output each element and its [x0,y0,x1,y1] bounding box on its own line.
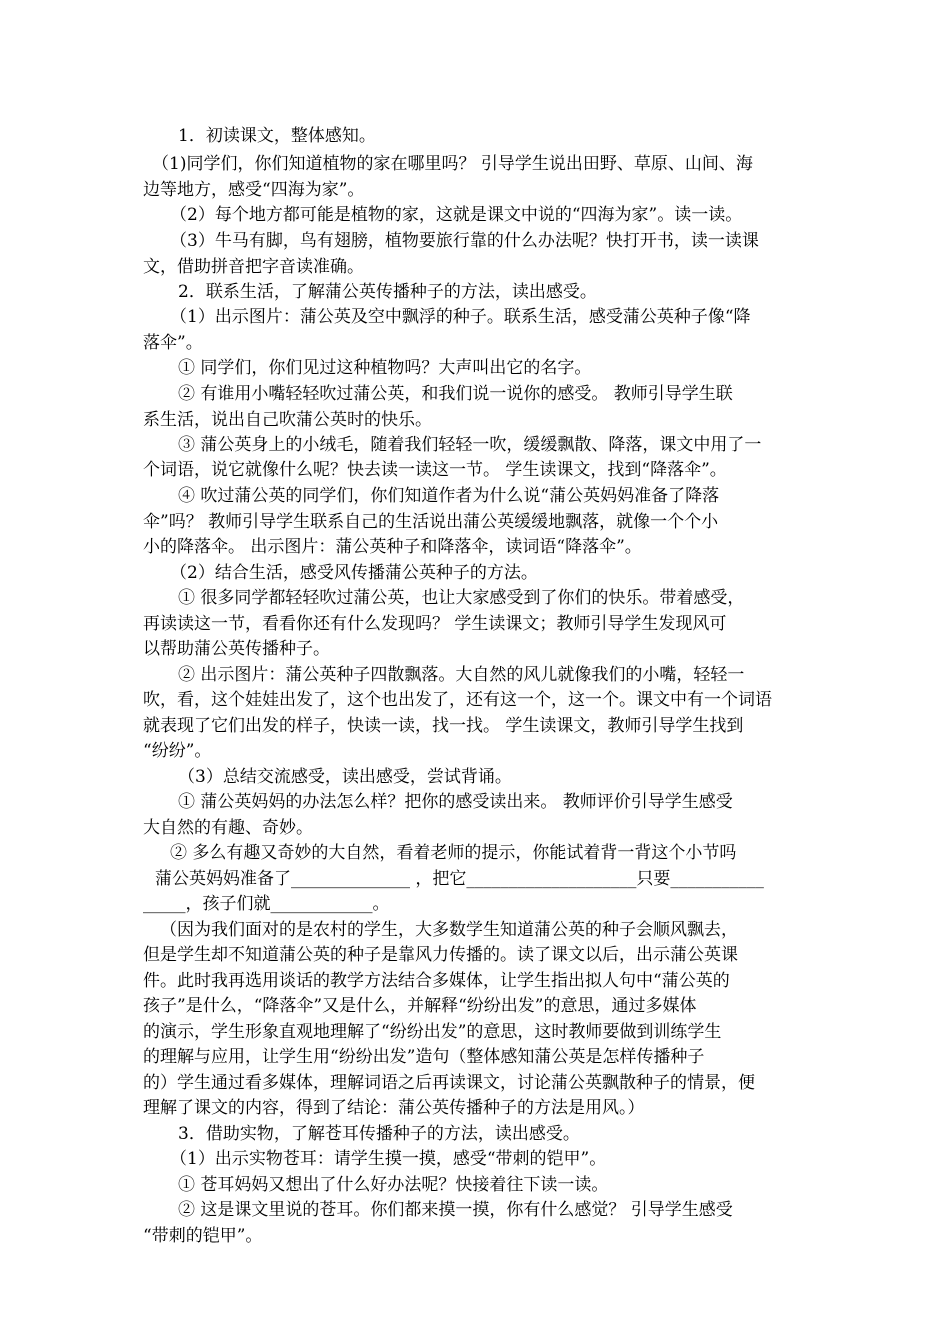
text-line: 2．联系生活，了解蒲公英传播种子的方法，读出感受。 [178,282,597,302]
text-line: 1．初读课文，整体感知。 [178,126,376,146]
text-line: 件。此时我再选用谈话的教学方法结合多媒体，让学生指出拟人句中“蒲公英的 [143,971,730,991]
text-line: 伞”吗？ 教师引导学生联系自己的生活说出蒲公英缓缓地飘落，就像一个个小 [143,512,719,532]
text-line: 落伞”。 [143,333,203,353]
text-line: （2）每个地方都可能是植物的家，这就是课文中说的“四海为家”。读一读。 [170,205,743,225]
text-line: ② 多么有趣又奇妙的大自然，看着老师的提示，你能试着背一背这个小节吗 [170,843,737,863]
text-line: （2）结合生活，感受风传播蒲公英种子的方法。 [170,563,538,583]
text-line: “带刺的铠甲”。 [143,1226,263,1246]
text-line: 文，借助拼音把字音读准确。 [143,257,364,277]
text-line: 小的降落伞。 出示图片：蒲公英种子和降落伞，读词语“降落伞”。 [143,537,642,557]
text-line: 3．借助实物，了解苍耳传播种子的方法，读出感受。 [178,1124,580,1144]
text-line: ① 同学们，你们见过这种植物吗？大声叫出它的名字。 [178,358,592,378]
text-line: 吹，看，这个娃娃出发了，这个也出发了，还有这一个，这一个。课文中有一个词语 [143,690,772,710]
text-line: 以帮助蒲公英传播种子。 [143,639,330,659]
text-line: 但是学生却不知道蒲公英的种子是靠风力传播的。读了课文以后，出示蒲公英课 [143,945,738,965]
fill-in-blank-line: _____，孩子们就____________。 [143,894,390,914]
text-line: （1）出示实物苍耳：请学生摸一摸，感受“带刺的铠甲”。 [170,1149,607,1169]
text-line: ① 很多同学都轻轻吹过蒲公英，也让大家感受到了你们的快乐。带着感受， [178,588,745,608]
text-line: 的演示，学生形象直观地理解了“纷纷出发”的意思，这时教师要做到训练学生 [143,1022,722,1042]
text-line: 就表现了它们出发的样子，快读一读，找一找。 学生读课文，教师引导学生找到 [143,716,744,736]
text-line: 孩子”是什么，“降落伞”又是什么，并解释“纷纷出发”的意思，通过多媒体 [143,996,697,1016]
text-line: ② 出示图片：蒲公英种子四散飘落。大自然的风儿就像我们的小嘴，轻轻一 [178,665,745,685]
text-line: ① 蒲公英妈妈的办法怎么样？把你的感受读出来。 教师评价引导学生感受 [178,792,733,812]
text-line: 边等地方，感受“四海为家”。 [143,180,365,200]
text-line: （1）出示图片：蒲公英及空中飘浮的种子。联系生活，感受蒲公英种子像“降 [170,307,751,327]
text-line: 的理解与应用，让学生用“纷纷出发”造句（整体感知蒲公英是怎样传播种子 [143,1047,705,1067]
text-line: （3）总结交流感受，读出感受，尝试背诵。 [178,767,512,787]
text-line: ② 有谁用小嘴轻轻吹过蒲公英，和我们说一说你的感受。 教师引导学生联 [178,384,733,404]
text-line: 理解了课文的内容，得到了结论：蒲公英传播种子的方法是用风。） [143,1098,645,1118]
text-line: 个词语，说它就像什么呢？快去读一读这一节。 学生读课文，找到“降落伞”。 [143,460,727,480]
text-line: 的）学生通过看多媒体，理解词语之后再读课文，讨论蒲公英飘散种子的情景，便 [143,1073,755,1093]
text-line: 大自然的有趣、奇妙。 [143,818,313,838]
text-line: ④ 吹过蒲公英的同学们，你们知道作者为什么说“蒲公英妈妈准备了降落 [178,486,720,506]
text-line: 系生活，说出自己吹蒲公英时的快乐。 [143,410,432,430]
text-line: ③ 蒲公英身上的小绒毛，随着我们轻轻一吹，缓缓飘散、降落，课文中用了一 [178,435,762,455]
text-line: ① 苍耳妈妈又想出了什么好办法呢？快接着往下读一读。 [178,1175,609,1195]
text-line: （1)同学们，你们知道植物的家在哪里吗？ 引导学生说出田野、草原、山间、海 [152,154,753,174]
fill-in-blank-line: 蒲公英妈妈准备了______________ ，把它____________________只要___________ [155,869,764,889]
text-line: （因为我们面对的是农村的学生，大多数学生知道蒲公英的种子会顺风飘去， [160,920,738,940]
text-line: “纷纷”。 [143,741,212,761]
text-line: 再读读这一节，看看你还有什么发现吗？ 学生读课文；教师引导学生发现风可 [143,614,727,634]
text-line: （3）牛马有脚，鸟有翅膀，植物要旅行靠的什么办法呢？快打开书，读一读课 [170,231,759,251]
text-line: ② 这是课文里说的苍耳。你们都来摸一摸，你有什么感觉？ 引导学生感受 [178,1200,733,1220]
